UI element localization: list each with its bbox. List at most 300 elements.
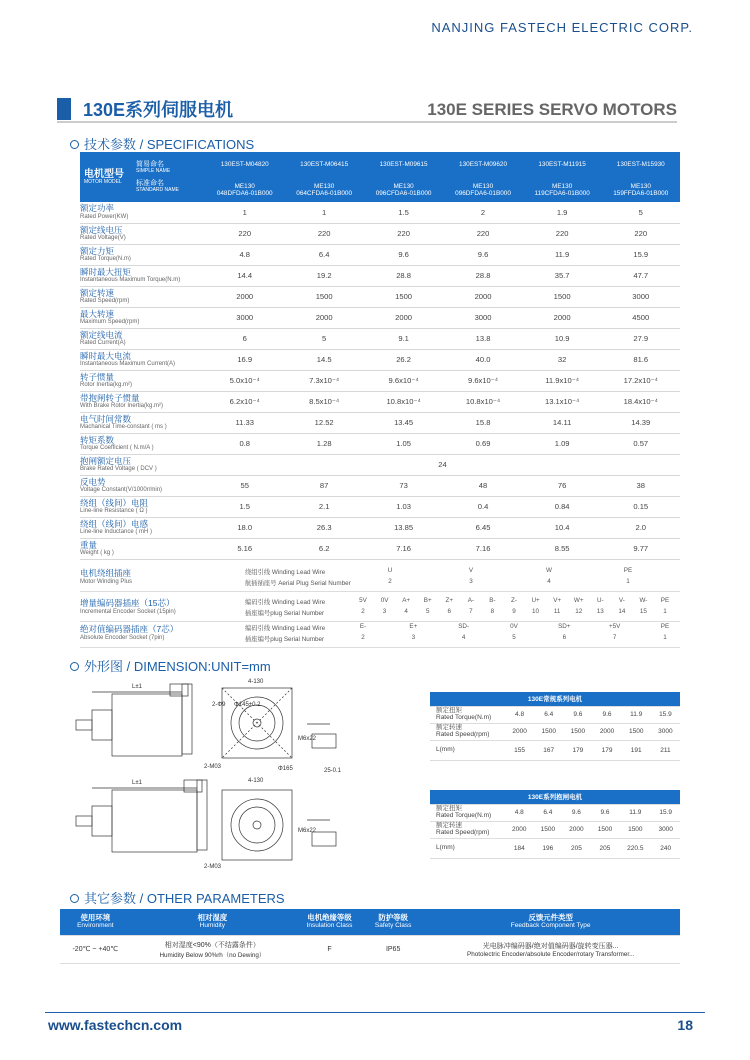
spec-value: 28.8 [443, 265, 522, 286]
plug-wire: PE [660, 623, 670, 630]
dimension-label-cn: 额定扭矩 [436, 706, 462, 714]
other-header-en: Feedback Component Type [510, 922, 591, 930]
other-header-en: Humidity [199, 922, 225, 930]
dimension-value: 184 [505, 838, 534, 858]
dimension-label-en: Rated Speed(rpm) [436, 828, 490, 836]
spec-value: 220 [364, 223, 443, 244]
dimension-row [430, 723, 680, 740]
spec-value: 0.69 [443, 433, 522, 454]
other-header-en: Safety Class [374, 922, 412, 930]
spec-row [80, 223, 680, 244]
spec-label-cn: 瞬时最大电流 [80, 350, 132, 361]
spec-value: 3000 [602, 286, 680, 307]
dimension-value: 1500 [534, 821, 563, 838]
spec-value: 15.8 [443, 412, 522, 433]
plug-number: 13 [596, 608, 604, 615]
dimension-value: 9.6 [591, 804, 620, 821]
spec-row-label [80, 454, 205, 475]
spec-row [80, 202, 680, 223]
spec-row [80, 412, 680, 433]
dimension-label-en: Rated Speed(rpm) [436, 730, 490, 738]
spec-value: 1.05 [364, 433, 443, 454]
simple-name: 130EST-M15930 [602, 152, 680, 177]
spec-value: 2.1 [284, 496, 363, 517]
label-l-2: L±1 [132, 780, 142, 786]
spec-value: 8.5x10⁻⁴ [284, 391, 363, 412]
spec-row [80, 538, 680, 559]
plug-label-en: Motor Winding Plus [80, 579, 133, 585]
dimension-table-header [430, 790, 680, 804]
spec-value: 15.9 [602, 244, 680, 265]
spec-value: 0.4 [443, 496, 522, 517]
spec-value: 220 [523, 223, 602, 244]
plug-wire: V- [618, 597, 625, 604]
label-d1: 4-130 [248, 679, 264, 685]
dimension-value: 3000 [651, 723, 680, 740]
plug-number: 6 [562, 634, 567, 641]
plug-divider [80, 647, 680, 648]
label-d3: Φ145±0.2 [234, 702, 261, 708]
other-value [365, 935, 421, 963]
spec-label-cn: 带抱闸转子惯量 [80, 392, 140, 403]
spec-value: 0.8 [205, 433, 284, 454]
spec-value: 2000 [443, 286, 522, 307]
dimension-value: 1500 [591, 821, 620, 838]
plug-number: 1 [663, 634, 667, 641]
plug-number: 4 [461, 634, 466, 641]
plug-wire: B- [489, 597, 496, 604]
plug-wire: PE [623, 567, 633, 574]
plug-wire: SD- [458, 623, 470, 630]
page-title-en: 130E SERIES SERVO MOTORS [427, 100, 677, 119]
spec-label-en: Rated Torque(N.m) [80, 255, 131, 262]
spec-value: 1.5 [205, 496, 284, 517]
spec-value: 13.8 [443, 328, 522, 349]
plug-number: 12 [575, 608, 583, 615]
spec-value: 38 [602, 475, 680, 496]
plug-number: 8 [490, 608, 495, 615]
spec-row-label [80, 391, 205, 412]
spec-value: 10.8x10⁻⁴ [443, 391, 522, 412]
spec-value: 2000 [364, 307, 443, 328]
spec-value: 1.9 [523, 202, 602, 223]
spec-value: 7.16 [443, 538, 522, 559]
section-dimension: 外形图 / DIMENSION:UNIT=mm [70, 656, 271, 675]
footer-url[interactable]: www.fastechcn.com [48, 1017, 183, 1033]
dimension-label-cn: 额定转速 [436, 821, 462, 829]
plug-wire: W- [639, 597, 648, 604]
spec-value: 9.6x10⁻⁴ [364, 370, 443, 391]
model-label-en: MOTOR MODEL [84, 178, 122, 185]
plug-number: 5 [425, 608, 430, 615]
spec-value: 11.9x10⁻⁴ [523, 370, 602, 391]
other-value-cn: F [327, 945, 332, 953]
other-header [131, 909, 294, 935]
plug-number: 15 [639, 608, 647, 615]
spec-value: 5.16 [205, 538, 284, 559]
spec-value: 12.52 [284, 412, 363, 433]
section-other: 其它参数 / OTHER PARAMETERS [70, 888, 285, 907]
spec-label-cn: 转矩系数 [80, 434, 115, 445]
dimension-value: 1500 [563, 723, 592, 740]
shaft-top [76, 720, 92, 730]
spec-label-cn: 额定线电压 [80, 224, 123, 235]
dimension-row-label [430, 838, 505, 858]
dimension-value: 3000 [651, 821, 680, 838]
plug-divider [80, 591, 680, 592]
plug-number: 7 [469, 608, 473, 615]
spec-value: 28.8 [364, 265, 443, 286]
label-l: L±1 [132, 684, 142, 690]
spec-label-cn: 绕组（线间）电感 [80, 518, 149, 529]
dimension-table-title: 130E系列抱闸电机 [430, 790, 680, 804]
spec-label-en: Voltage Constant(V/1000r/min) [80, 486, 163, 493]
spec-value: 9.6x10⁻⁴ [443, 370, 522, 391]
other-header-en: Insulation Class [306, 922, 353, 930]
spec-value: 14.11 [523, 412, 602, 433]
spec-header-model [80, 152, 205, 202]
plug-wire: PE [660, 597, 670, 604]
bullet-icon [70, 140, 79, 149]
spec-label-en: Line-line Inductance ( mH ) [80, 528, 153, 535]
dimension-value: 4.8 [505, 706, 534, 723]
dimension-label-cn: 额定转速 [436, 723, 462, 731]
spec-label-cn: 电气时间常数 [80, 413, 132, 424]
plug-wire: B+ [423, 597, 432, 604]
spec-value: 81.6 [602, 349, 680, 370]
dimension-table [430, 790, 680, 859]
dimension-value: 205 [591, 838, 620, 858]
dimension-row [430, 804, 680, 821]
spec-value: 1.09 [523, 433, 602, 454]
plug-label [80, 623, 240, 641]
shaft-key-bottom [312, 832, 336, 846]
spec-row [80, 370, 680, 391]
label-shaft-2: M6x22 [298, 828, 317, 834]
dimension-value: 2000 [505, 723, 534, 740]
spec-row [80, 286, 680, 307]
spec-row-label [80, 286, 205, 307]
other-value [294, 935, 365, 963]
spec-value: 73 [364, 475, 443, 496]
spec-value: 220 [602, 223, 680, 244]
spec-value: 18.4x10⁻⁴ [602, 391, 680, 412]
plug-label-cn: 增量编码器插座（15芯） [80, 598, 175, 608]
spec-value: 1.03 [364, 496, 443, 517]
spec-row-label [80, 223, 205, 244]
spec-label-en: With Brake Rotor Inertia(kg.m²) [80, 402, 164, 409]
spec-row [80, 496, 680, 517]
label-d2: 2-Φ9 [212, 702, 226, 708]
plug-row1-label: 编码引线 Winding Lead Wire [245, 625, 326, 632]
spec-row-label [80, 307, 205, 328]
plug-wire: 0V [510, 623, 518, 630]
spec-value: 13.1x10⁻⁴ [523, 391, 602, 412]
other-value [421, 935, 680, 963]
plug-wire: U [387, 567, 393, 574]
spec-value: 2 [443, 202, 522, 223]
spec-label-cn: 最大转速 [80, 308, 115, 319]
spec-label-cn: 抱闸额定电压 [80, 455, 132, 466]
dimension-value: 9.6 [592, 706, 621, 723]
spec-value: 27.9 [602, 328, 680, 349]
plug-number: 3 [469, 578, 473, 585]
dimension-value: 6.4 [534, 804, 563, 821]
spec-label-en: Rated Current(A) [80, 339, 126, 346]
simple-name: 130EST-M06415 [284, 152, 363, 177]
spec-row [80, 265, 680, 286]
spec-value: 1.5 [364, 202, 443, 223]
spec-value: 8.55 [523, 538, 602, 559]
dimension-value: 15.9 [651, 804, 680, 821]
spec-value: 18.0 [205, 517, 284, 538]
spec-row-label [80, 202, 205, 223]
spec-value: 2000 [523, 307, 602, 328]
spec-row-label [80, 475, 205, 496]
spec-row [80, 433, 680, 454]
standard-name: ME130 064CFDA6-01B000 [284, 177, 363, 202]
plug-wire: V [468, 567, 474, 574]
plug-absolute [80, 621, 680, 645]
other-params-table [60, 909, 680, 964]
spec-value: 1500 [523, 286, 602, 307]
standard-label-cn: 标准命名 [136, 180, 164, 187]
flange-front-bottom [222, 790, 292, 860]
dimension-value: 2000 [562, 821, 591, 838]
spec-value: 2.0 [602, 517, 680, 538]
spec-label-en: Rated Power(KW) [80, 213, 129, 220]
spec-label-cn: 转子惯量 [80, 371, 115, 382]
plug-wire: SD+ [558, 623, 571, 630]
plug-number: 11 [553, 608, 561, 615]
spec-row-label [80, 538, 205, 559]
spec-label-cn: 重量 [80, 539, 98, 550]
spec-label-en: Instantaneous Maximum Torque(N.m) [80, 276, 181, 283]
plug-wire: A- [467, 597, 474, 604]
spec-value: 6.2 [284, 538, 363, 559]
other-header-cn: 相对湿度 [197, 913, 228, 923]
other-value [60, 935, 131, 963]
plug-wire: W+ [573, 597, 584, 604]
dimension-row [430, 740, 680, 760]
plug-number: 2 [361, 608, 365, 615]
dimension-value: 220.5 [619, 838, 651, 858]
plug-number: 4 [547, 578, 551, 585]
dimension-value: 179 [592, 740, 621, 760]
plug-number: 4 [404, 608, 408, 615]
plug-wire: Z- [511, 597, 517, 604]
spec-value: 11.33 [205, 412, 284, 433]
motor-body-top [112, 694, 182, 756]
simple-name: 130EST-M09620 [443, 152, 522, 177]
spec-value: 35.7 [523, 265, 602, 286]
spec-value: 1 [205, 202, 284, 223]
spec-table [80, 152, 680, 560]
spec-value: 10.9 [523, 328, 602, 349]
plug-wire: U+ [531, 597, 540, 604]
other-header [421, 909, 680, 935]
spec-value: 6.2x10⁻⁴ [205, 391, 284, 412]
spec-value: 16.9 [205, 349, 284, 370]
spec-value: 14.39 [602, 412, 680, 433]
bullet-icon [70, 662, 79, 671]
spec-row [80, 328, 680, 349]
plug-wire: E- [359, 623, 367, 630]
spec-value: 1500 [364, 286, 443, 307]
dimension-value: 211 [651, 740, 680, 760]
plug-wire: W [546, 567, 552, 574]
spec-label-en: Maximum Speed(rpm) [80, 318, 140, 325]
dimension-table-title: 130E常规系列电机 [430, 692, 680, 706]
plug-number: 3 [382, 608, 387, 615]
dimension-value: 155 [505, 740, 534, 760]
dimension-label-en: Rated Torque(N.m) [436, 811, 492, 819]
dimension-row-label [430, 740, 505, 760]
spec-value: 24 [205, 454, 680, 475]
dimension-value: 6.4 [534, 706, 563, 723]
motor-body-bottom [112, 790, 197, 852]
spec-label-en: Torque Coefficient ( N.m/A ) [80, 444, 154, 451]
spec-row [80, 244, 680, 265]
spec-value: 10.8x10⁻⁴ [364, 391, 443, 412]
spec-value: 3000 [443, 307, 522, 328]
plug-wire: 5V [359, 597, 367, 604]
spec-value: 4.8 [205, 244, 284, 265]
spec-value: 9.6 [443, 244, 522, 265]
other-value-cn: -20℃ ~ +40℃ [72, 946, 119, 953]
spec-row [80, 475, 680, 496]
plug-wire: 0V [380, 597, 389, 604]
dimension-row-label [430, 821, 505, 838]
spec-row [80, 454, 680, 475]
spec-value: 87 [284, 475, 363, 496]
dimension-value: 1500 [619, 821, 651, 838]
spec-value: 19.2 [284, 265, 363, 286]
plug-number: 7 [612, 634, 617, 641]
dimension-row-label [430, 706, 505, 723]
spec-value: 47.7 [602, 265, 680, 286]
plug-number: 2 [361, 634, 365, 641]
plug-label [80, 567, 240, 585]
dimension-value: 11.9 [619, 804, 651, 821]
label-d1-2: 4-130 [248, 778, 264, 784]
dimension-value: 1500 [622, 723, 651, 740]
plug-number: 14 [618, 608, 626, 615]
spec-label-en: Machanical Time-constant ( ms ) [80, 423, 167, 430]
label-t: 2-M03 [204, 764, 222, 770]
spec-value: 6.45 [443, 517, 522, 538]
spec-value: 1500 [284, 286, 363, 307]
simple-name: 130EST-M11915 [523, 152, 602, 177]
spec-value: 6 [205, 328, 284, 349]
spec-label-cn: 额定线电流 [80, 329, 123, 340]
spec-label-cn: 额定力矩 [80, 245, 115, 256]
plug-row1-label: 绕组引线 Winding Lead Wire [245, 569, 326, 576]
plug-wire: +5V [608, 623, 621, 630]
spec-label-cn: 额定转速 [80, 287, 115, 298]
spec-label-en: Instantaneous Maximum Current(A) [80, 360, 176, 367]
other-header-cn: 反馈元件类型 [528, 913, 573, 923]
spec-value: 220 [284, 223, 363, 244]
spec-value: 1.28 [284, 433, 363, 454]
spec-row [80, 307, 680, 328]
dimension-value: 167 [534, 740, 563, 760]
dimension-label-en: Rated Torque(N.m) [436, 713, 492, 721]
dimension-row-label [430, 804, 505, 821]
footer-divider [45, 1012, 705, 1013]
dimension-table [430, 692, 680, 761]
spec-row-label [80, 517, 205, 538]
spec-value: 76 [523, 475, 602, 496]
other-header-cn: 使用环境 [80, 913, 111, 923]
spec-row [80, 391, 680, 412]
simple-name: 130EST-M04820 [205, 152, 284, 177]
spec-value: 32 [523, 349, 602, 370]
plug-label-cn: 绝对值编码器插座（7芯） [80, 624, 179, 634]
spec-value: 10.4 [523, 517, 602, 538]
dimension-row [430, 706, 680, 723]
spec-value: 220 [205, 223, 284, 244]
dimension-value: 15.9 [651, 706, 680, 723]
standard-name: ME130 159FFDA6-01B000 [602, 177, 680, 202]
spec-value: 14.5 [284, 349, 363, 370]
dimension-row [430, 838, 680, 858]
spec-row-label [80, 244, 205, 265]
spec-label-en: Brake Rated Voltage ( DCV ) [80, 465, 157, 472]
spec-value: 48 [443, 475, 522, 496]
spec-row-label [80, 370, 205, 391]
spec-value: 7.16 [364, 538, 443, 559]
plug-number: 9 [512, 608, 516, 615]
spec-label-en: Rated Voltage(V) [80, 234, 126, 241]
label-t-2: 2-M03 [204, 864, 222, 870]
plug-number: 1 [663, 608, 667, 615]
spec-value: 14.4 [205, 265, 284, 286]
other-value-en: Humidity Below 90%rh（no Dewing） [159, 951, 266, 959]
spec-value: 9.6 [364, 244, 443, 265]
spec-label-cn: 反电势 [80, 476, 106, 487]
spec-value: 1 [284, 202, 363, 223]
spec-value: 11.9 [523, 244, 602, 265]
spec-value: 2000 [284, 307, 363, 328]
spec-value: 9.1 [364, 328, 443, 349]
spec-row-label [80, 412, 205, 433]
plug-incremental [80, 595, 680, 619]
dimension-value: 191 [622, 740, 651, 760]
other-header-en: Environment [77, 922, 114, 930]
spec-value: 13.85 [364, 517, 443, 538]
dimension-value: 179 [563, 740, 592, 760]
other-value-cn: IP65 [385, 945, 401, 953]
spec-header-simple [80, 152, 680, 177]
simple-name: 130EST-M09615 [364, 152, 443, 177]
other-value-en: Photolectric Encoder/absolute Encoder/rotary Transformer... [467, 950, 635, 958]
spec-value: 0.15 [602, 496, 680, 517]
dimension-label-cn: L(mm) [436, 843, 455, 851]
spec-value: 220 [443, 223, 522, 244]
title-accent [57, 98, 71, 120]
plug-label-en: Absolute Encoder Socket (7pin) [80, 635, 165, 641]
spec-value: 13.45 [364, 412, 443, 433]
flange-top [92, 710, 112, 740]
spec-row-label [80, 349, 205, 370]
dimension-value: 196 [534, 838, 563, 858]
plug-row2-label: 航插插座号 Aerial Plug Serial Number [245, 580, 351, 587]
spec-value: 6.4 [284, 244, 363, 265]
plug-motor [80, 565, 680, 589]
simple-label-en: SIMPLE NAME [136, 167, 171, 174]
plug-wire: A+ [402, 597, 411, 604]
